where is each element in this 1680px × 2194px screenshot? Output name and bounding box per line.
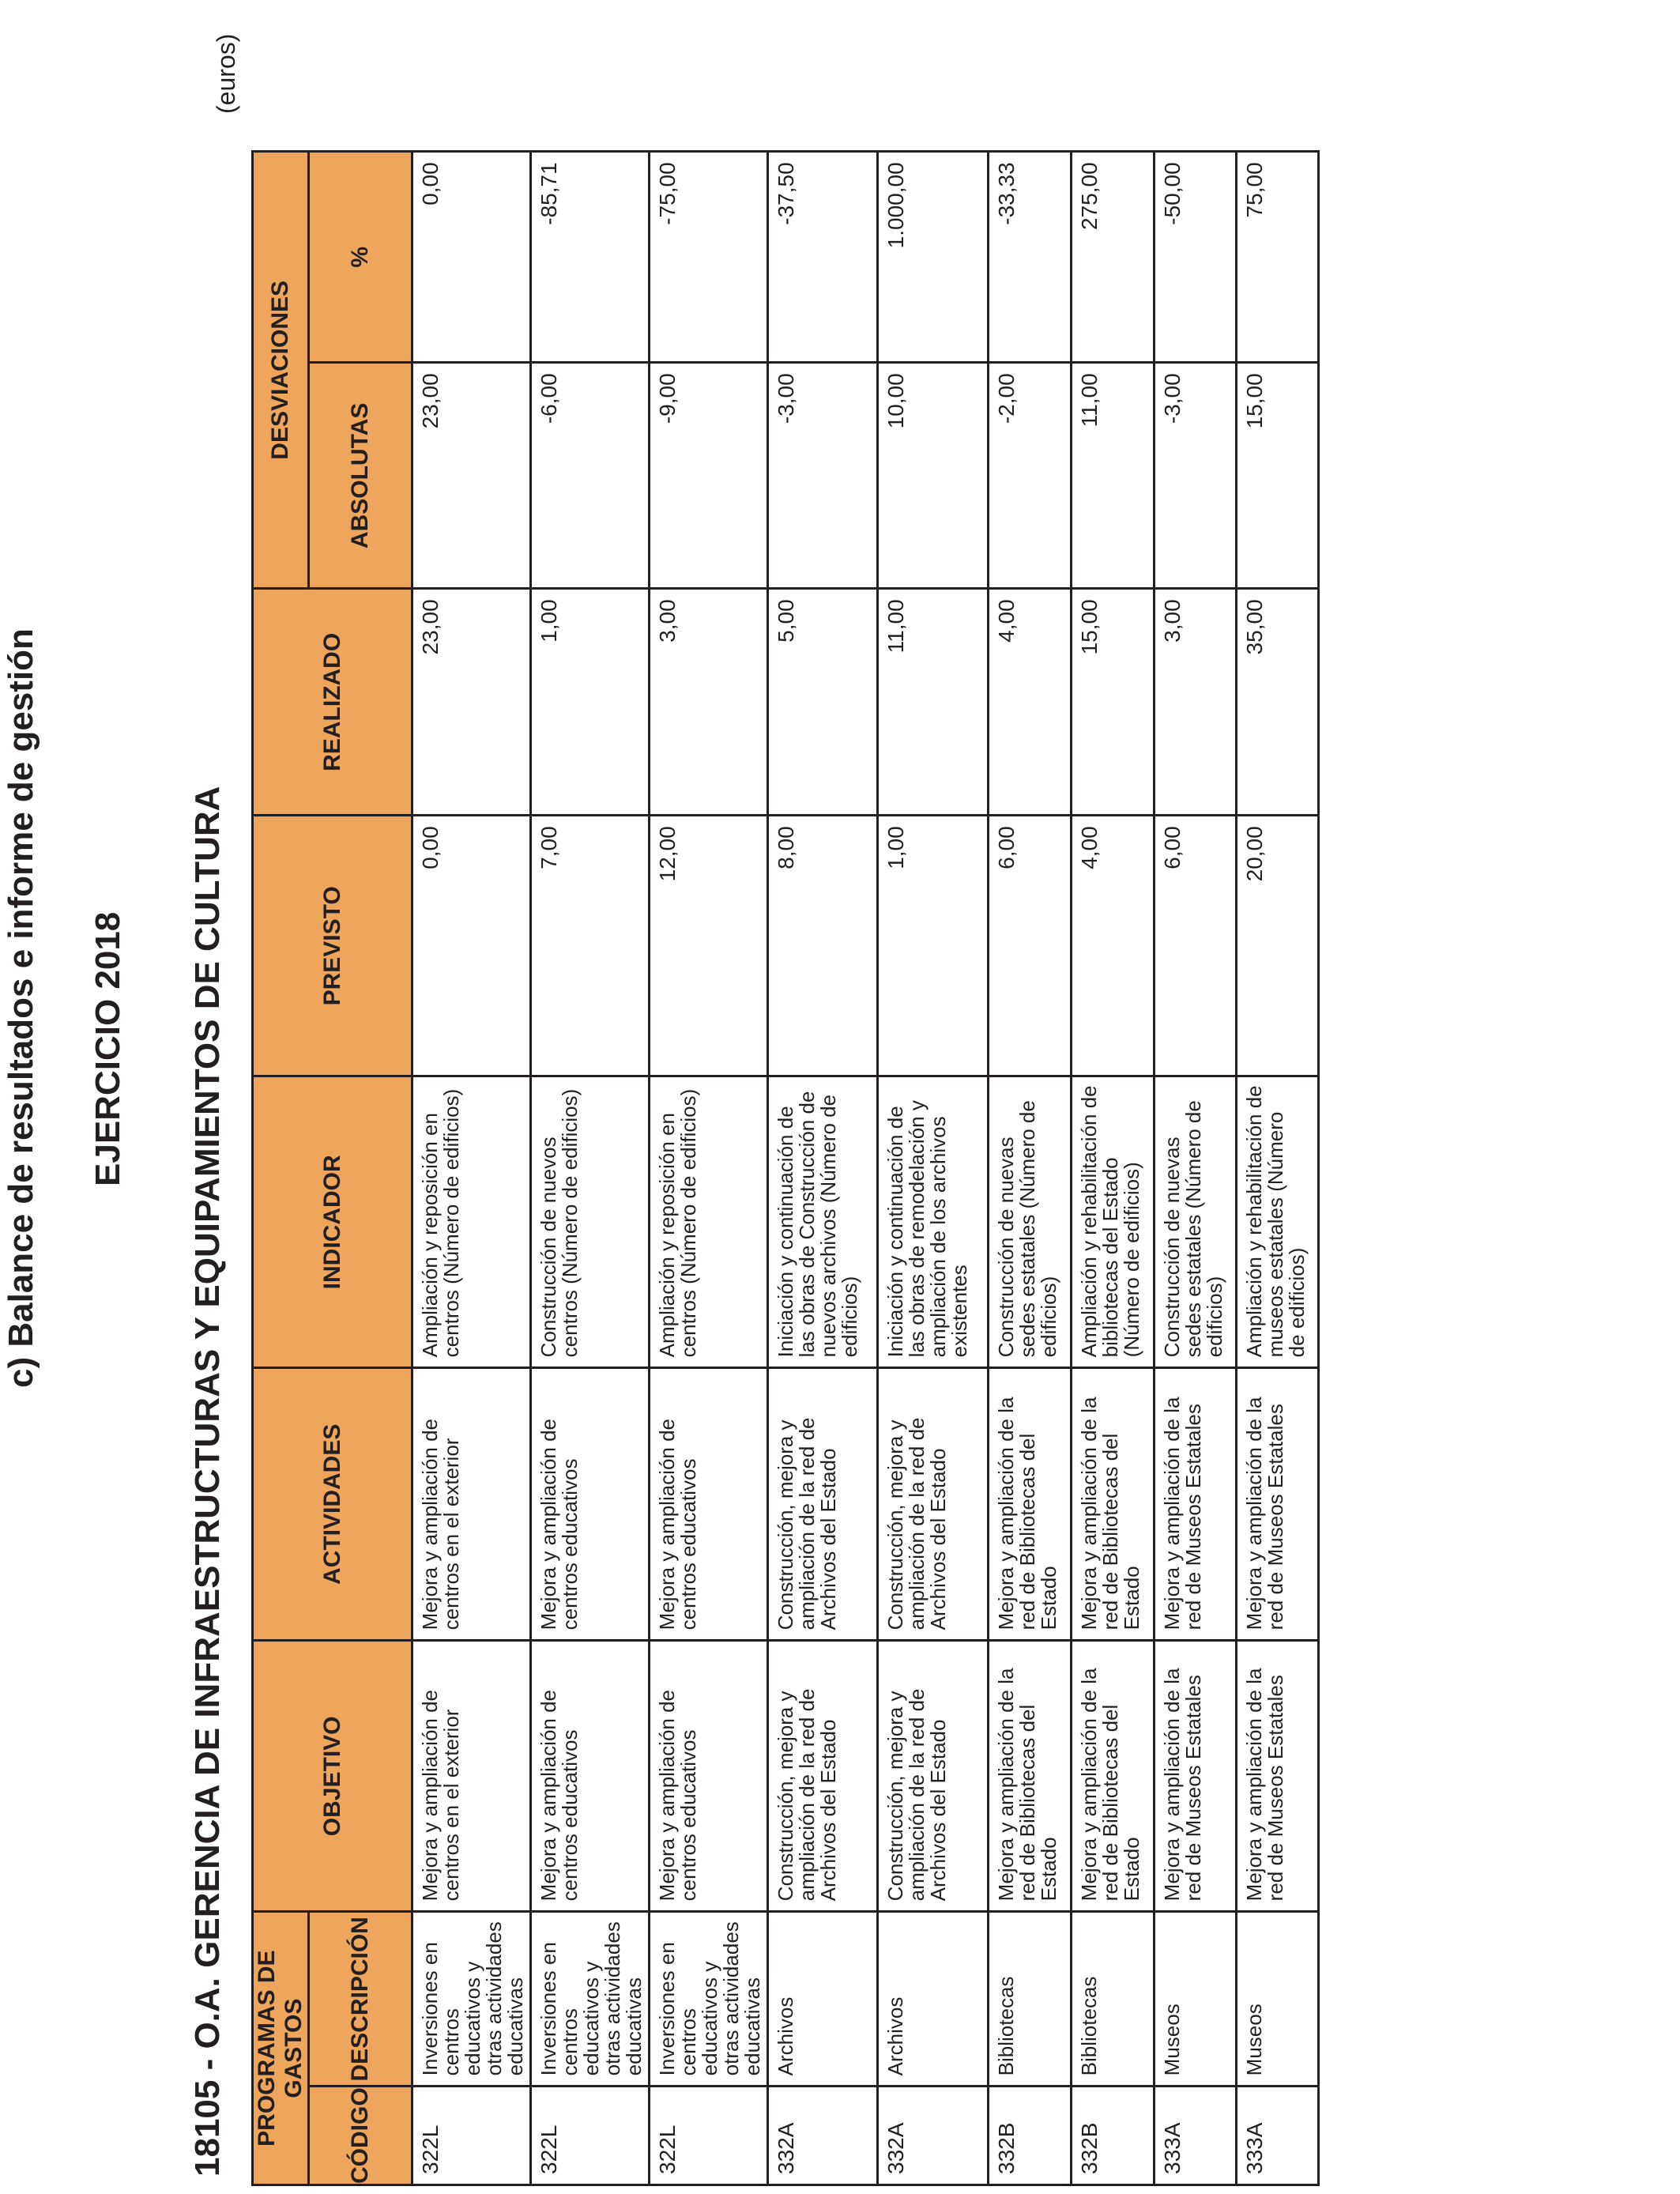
header-indicador: INDICADOR [253,1076,412,1368]
cell-codigo: 332B [989,2087,1072,2185]
section-title: c) Balance de resultados e informe de gestión [2,628,40,1388]
cell-actividades: Mejora y ampliación de la red de Bibliotecas del Estado [1072,1368,1155,1641]
cell-codigo: 322L [412,2087,531,2185]
cell-codigo: 333A [1237,2087,1319,2185]
cell-porcentaje: 1.000,00 [878,152,989,363]
cell-absolutas: -3,00 [1155,363,1237,589]
table-row [1072,152,1155,2185]
cell-descripcion: Inversiones en centros educativos y otras actividades educativas [412,1912,531,2087]
cell-actividades: Mejora y ampliación de centros en el exterior [412,1368,531,1641]
cell-actividades: Mejora y ampliación de centros educativos [650,1368,768,1641]
cell-indicador: Ampliación y reposición en centros (Número de edificios) [412,1076,531,1368]
table-group-header-row [253,152,309,2185]
cell-indicador: Construcción de nuevas sedes estatales (Número de edificios) [1155,1076,1237,1368]
cell-objetivo: Construcción, mejora y ampliación de la red de Archivos del Estado [768,1641,878,1912]
cell-objetivo: Construcción, mejora y ampliación de la red de Archivos del Estado [878,1641,989,1912]
cell-indicador: Construcción de nuevos centros (Número de edificios) [531,1076,650,1368]
units-note: (euros) [212,33,240,114]
cell-absolutas: -3,00 [768,363,878,589]
cell-realizado: 5,00 [768,589,878,816]
cell-codigo: 333A [1155,2087,1237,2185]
cell-objetivo: Mejora y ampliación de la red de Bibliotecas del Estado [989,1641,1072,1912]
cell-realizado: 35,00 [1237,589,1319,816]
header-codigo: CÓDIGO [309,2087,412,2185]
cell-realizado: 4,00 [989,589,1072,816]
cell-indicador: Ampliación y reposición en centros (Número de edificios) [650,1076,768,1368]
cell-absolutas: 15,00 [1237,363,1319,589]
exercise-title: EJERCICIO 2018 [89,911,127,1186]
table-row [412,152,531,2185]
cell-objetivo: Mejora y ampliación de centros educativos [531,1641,650,1912]
cell-codigo: 322L [650,2087,768,2185]
cell-absolutas: 10,00 [878,363,989,589]
cell-realizado: 1,00 [531,589,650,816]
cell-porcentaje: -33,33 [989,152,1072,363]
cell-descripcion: Archivos [878,1912,989,2087]
cell-previsto: 4,00 [1072,816,1155,1076]
cell-porcentaje: 0,00 [412,152,531,363]
cell-previsto: 7,00 [531,816,650,1076]
cell-previsto: 12,00 [650,816,768,1076]
cell-codigo: 332B [1072,2087,1155,2185]
header-desviaciones: DESVIACIONES [253,152,309,589]
cell-actividades: Mejora y ampliación de centros educativos [531,1368,650,1641]
cell-previsto: 1,00 [878,816,989,1076]
cell-descripcion: Museos [1237,1912,1319,2087]
table-row [531,152,650,2185]
cell-objetivo: Mejora y ampliación de centros educativos [650,1641,768,1912]
cell-descripcion: Archivos [768,1912,878,2087]
header-programas-de-gastos: PROGRAMAS DE GASTOS [253,1912,309,2185]
cell-actividades: Mejora y ampliación de la red de Museos Estatales [1155,1368,1237,1641]
cell-descripcion: Museos [1155,1912,1237,2087]
cell-porcentaje: 75,00 [1237,152,1319,363]
cell-previsto: 6,00 [1155,816,1237,1076]
cell-descripcion: Inversiones en centros educativos y otras actividades educativas [650,1912,768,2087]
cell-objetivo: Mejora y ampliación de centros en el exterior [412,1641,531,1912]
table-row [878,152,989,2185]
cell-descripcion: Inversiones en centros educativos y otras actividades educativas [531,1912,650,2087]
cell-actividades: Mejora y ampliación de la red de Museos Estatales [1237,1368,1319,1641]
cell-porcentaje: -75,00 [650,152,768,363]
cell-previsto: 20,00 [1237,816,1319,1076]
header-previsto: PREVISTO [253,816,412,1076]
cell-indicador: Iniciación y continuación de las obras de Construcción de nuevos archivos (Número de edificios) [768,1076,878,1368]
cell-absolutas: -2,00 [989,363,1072,589]
cell-codigo: 322L [531,2087,650,2185]
cell-indicador: Ampliación y rehabilitación de bibliotecas del Estado (Número de edificios) [1072,1076,1155,1368]
cell-indicador: Iniciación y continuación de las obras de remodelación y ampliación de los archivos existentes [878,1076,989,1368]
cell-codigo: 332A [768,2087,878,2185]
cell-previsto: 8,00 [768,816,878,1076]
header-porcentaje: % [309,152,412,363]
cell-codigo: 332A [878,2087,989,2185]
cell-porcentaje: 275,00 [1072,152,1155,363]
cell-porcentaje: -85,71 [531,152,650,363]
header-actividades: ACTIVIDADES [253,1368,412,1641]
cell-actividades: Construcción, mejora y ampliación de la red de Archivos del Estado [768,1368,878,1641]
cell-absolutas: -6,00 [531,363,650,589]
cell-previsto: 6,00 [989,816,1072,1076]
cell-descripcion: Bibliotecas [1072,1912,1155,2087]
cell-realizado: 11,00 [878,589,989,816]
cell-objetivo: Mejora y ampliación de la red de Museos Estatales [1237,1641,1319,1912]
cell-realizado: 3,00 [1155,589,1237,816]
table-row [989,152,1072,2185]
cell-actividades: Construcción, mejora y ampliación de la red de Archivos del Estado [878,1368,989,1641]
cell-absolutas: 23,00 [412,363,531,589]
table-row [1237,152,1319,2185]
cell-indicador: Construcción de nuevas sedes estatales (Número de edificios) [989,1076,1072,1368]
cell-actividades: Mejora y ampliación de la red de Bibliotecas del Estado [989,1368,1072,1641]
cell-descripcion: Bibliotecas [989,1912,1072,2087]
cell-indicador: Ampliación y rehabilitación de museos estatales (Número de edificios) [1237,1076,1319,1368]
cell-absolutas: -9,00 [650,363,768,589]
header-realizado: REALIZADO [253,589,412,816]
cell-porcentaje: -37,50 [768,152,878,363]
table-row [768,152,878,2185]
results-table [251,150,1320,2186]
header-descripcion: DESCRIPCIÓN [309,1912,412,2087]
table-row [1155,152,1237,2185]
cell-realizado: 15,00 [1072,589,1155,816]
header-absolutas: ABSOLUTAS [309,363,412,589]
cell-objetivo: Mejora y ampliación de la red de Bibliotecas del Estado [1072,1641,1155,1912]
table-row [650,152,768,2185]
table-body [412,152,1319,2185]
cell-realizado: 3,00 [650,589,768,816]
header-objetivo: OBJETIVO [253,1641,412,1912]
cell-objetivo: Mejora y ampliación de la red de Museos Estatales [1155,1641,1237,1912]
cell-absolutas: 11,00 [1072,363,1155,589]
cell-previsto: 0,00 [412,816,531,1076]
entity-title: 18105 - O.A. GERENCIA DE INFRAESTRUCTURAS Y EQUIPAMIENTOS DE CULTURA [188,786,227,2177]
cell-realizado: 23,00 [412,589,531,816]
cell-porcentaje: -50,00 [1155,152,1237,363]
